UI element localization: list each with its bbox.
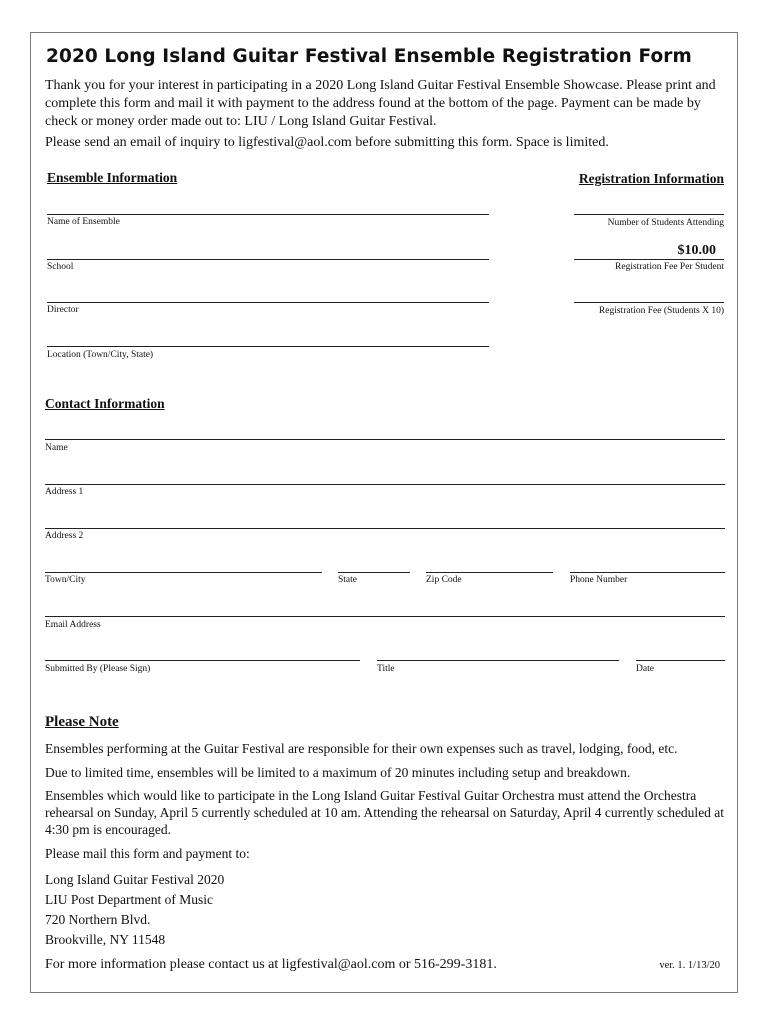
town-line[interactable] bbox=[45, 572, 322, 573]
town-label: Town/City bbox=[45, 575, 86, 585]
ensemble-name-line[interactable] bbox=[47, 214, 489, 215]
director-label: Director bbox=[47, 305, 79, 315]
title-label: Title bbox=[377, 664, 395, 674]
email-label: Email Address bbox=[45, 620, 101, 630]
location-line[interactable] bbox=[47, 346, 489, 347]
contact-heading: Contact Information bbox=[45, 396, 165, 411]
total-fee-label: Registration Fee (Students X 10) bbox=[598, 306, 724, 316]
zip-label: Zip Code bbox=[426, 575, 462, 585]
address1-label: Address 1 bbox=[45, 487, 84, 497]
address1-line[interactable] bbox=[45, 484, 725, 485]
address-line: LIU Post Department of Music bbox=[45, 892, 213, 907]
state-line[interactable] bbox=[338, 572, 410, 573]
total-fee-line[interactable] bbox=[574, 302, 724, 303]
contact-name-label: Name bbox=[45, 443, 68, 453]
form-title: 2020 Long Island Guitar Festival Ensemble Registration Form bbox=[46, 46, 692, 67]
fee-label: Registration Fee Per Student bbox=[615, 262, 724, 272]
address2-line[interactable] bbox=[45, 528, 725, 529]
note-orchestra: Ensembles which would like to participate in the Long Island Guitar Festival Guitar Orchestra must attend the Orchestra rehearsal on Sunday, April 5 currently scheduled at 10 am. Attending the rehearsal on Saturday, April 4 currently scheduled at 4:30 pm is encouraged. bbox=[45, 788, 725, 837]
title-line[interactable] bbox=[377, 660, 619, 661]
address2-label: Address 2 bbox=[45, 531, 84, 541]
fee-line bbox=[574, 259, 724, 260]
contact-name-line[interactable] bbox=[45, 439, 725, 440]
state-label: State bbox=[338, 575, 357, 585]
inquiry-note: Please send an email of inquiry to ligfestival@aol.com before submitting this form. Space is limited. bbox=[45, 135, 609, 150]
students-label: Number of Students Attending bbox=[607, 218, 724, 228]
registration-heading: Registration Information bbox=[578, 171, 724, 186]
date-label: Date bbox=[636, 664, 654, 674]
ensemble-name-label: Name of Ensemble bbox=[47, 217, 120, 227]
note-mail-instruction: Please mail this form and payment to: bbox=[45, 846, 250, 861]
note-expenses: Ensembles performing at the Guitar Festival are responsible for their own expenses such as travel, lodging, food, etc. bbox=[45, 741, 678, 756]
date-line[interactable] bbox=[636, 660, 725, 661]
email-line[interactable] bbox=[45, 616, 725, 617]
school-label: School bbox=[47, 262, 74, 272]
note-heading: Please Note bbox=[45, 714, 119, 730]
phone-line[interactable] bbox=[570, 572, 725, 573]
signature-line[interactable] bbox=[45, 660, 360, 661]
signature-label: Submitted By (Please Sign) bbox=[45, 664, 151, 674]
school-line[interactable] bbox=[47, 259, 489, 260]
address-line: Long Island Guitar Festival 2020 bbox=[45, 872, 225, 887]
students-line[interactable] bbox=[574, 214, 724, 215]
director-line[interactable] bbox=[47, 302, 489, 303]
contact-footer: For more information please contact us at ligfestival@aol.com or 516-299-3181. bbox=[45, 957, 497, 972]
mailing-address bbox=[45, 870, 224, 950]
note-time-limit: Due to limited time, ensembles will be limited to a maximum of 20 minutes including setup and breakdown. bbox=[45, 765, 631, 780]
phone-label: Phone Number bbox=[570, 575, 628, 585]
zip-line[interactable] bbox=[426, 572, 553, 573]
fee-value: $10.00 bbox=[677, 243, 716, 258]
intro-paragraph: Thank you for your interest in participating in a 2020 Long Island Guitar Festival Ensemble Showcase. Please print and complete this form and mail it with payment to the address found at the bottom of the page. Payment can be made by check or money order made out to: LIU / Long Island Guitar Festival. bbox=[45, 78, 716, 129]
version-label: ver. 1. 1/13/20 bbox=[659, 960, 720, 971]
ensemble-heading: Ensemble Information bbox=[47, 170, 178, 185]
address-line: 720 Northern Blvd. bbox=[45, 912, 151, 927]
location-label: Location (Town/City, State) bbox=[47, 350, 154, 360]
address-line: Brookville, NY 11548 bbox=[45, 932, 166, 947]
